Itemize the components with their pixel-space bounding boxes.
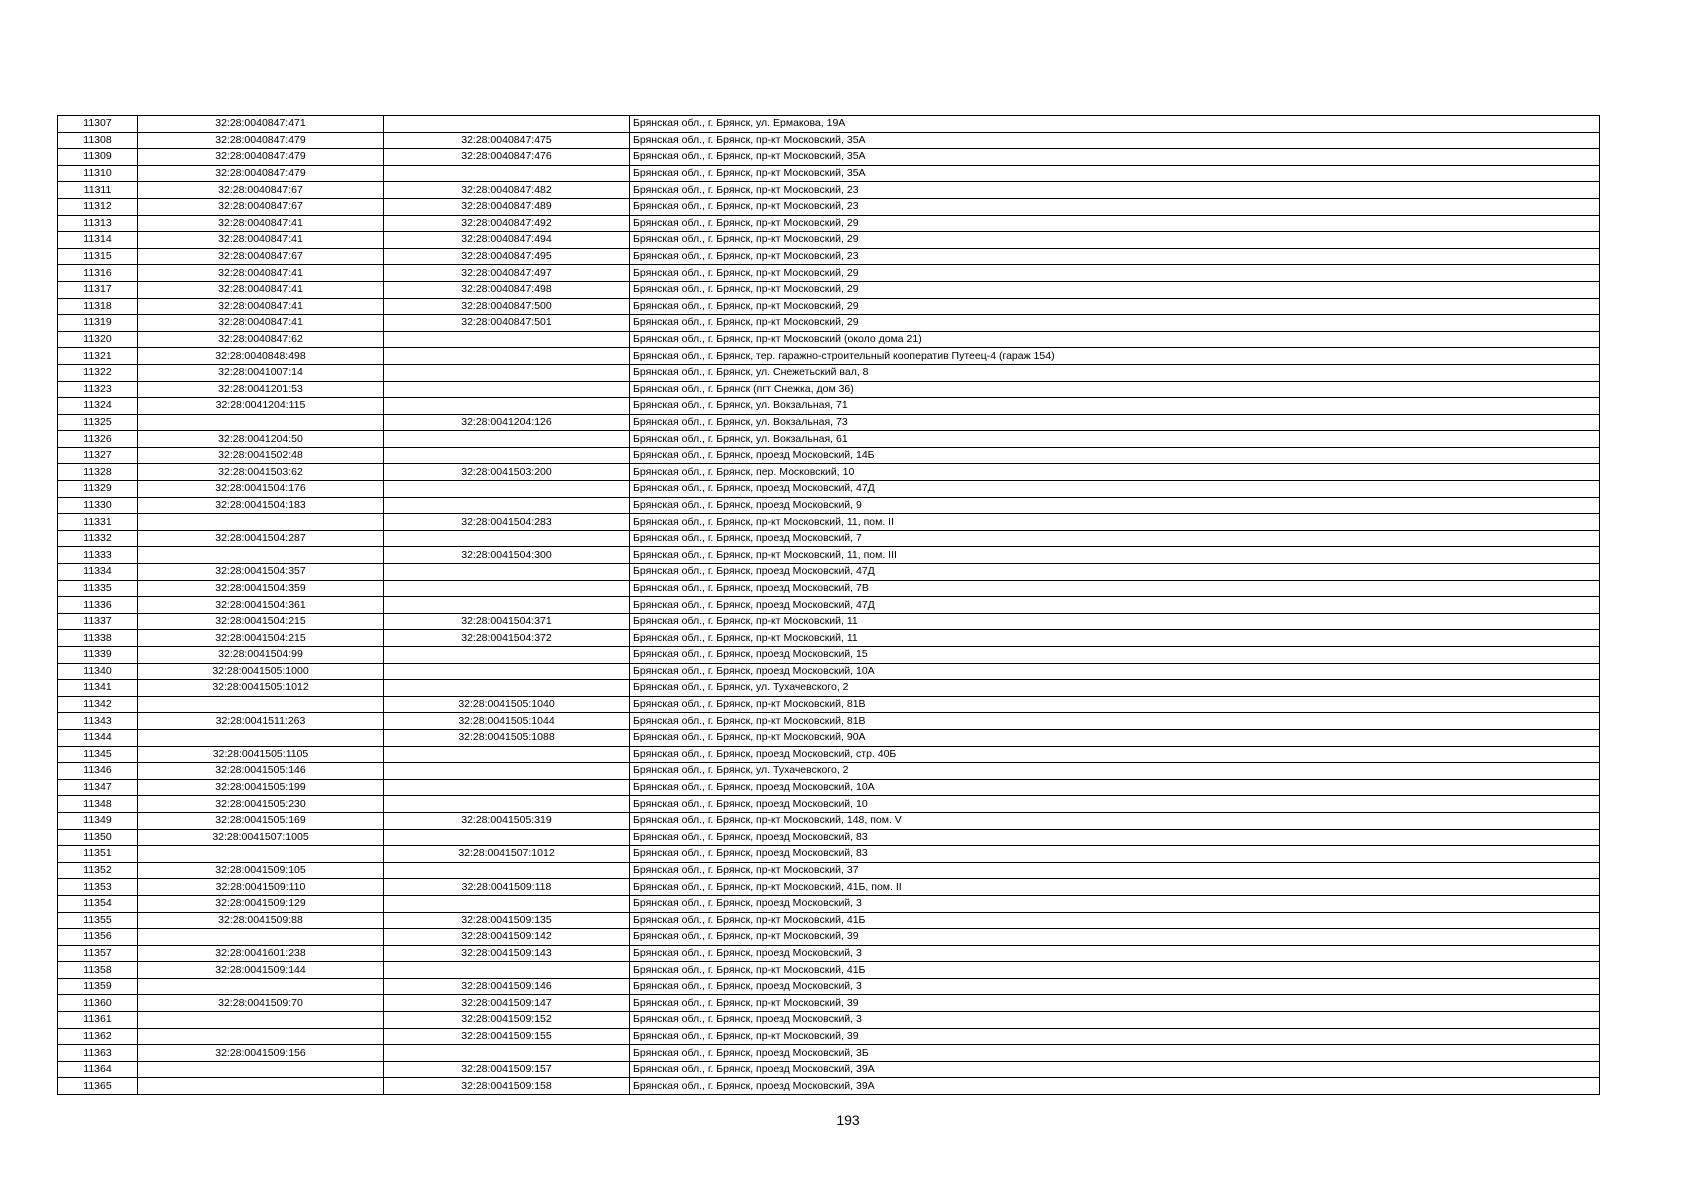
- record-number: 11310: [58, 165, 138, 182]
- related-cadastral-number: [384, 165, 630, 182]
- address: Брянская обл., г. Брянск, пр-кт Московский, 35А: [630, 132, 1600, 149]
- address: Брянская обл., г. Брянск, ул. Вокзальная, 61: [630, 431, 1600, 448]
- related-cadastral-number: [384, 962, 630, 979]
- record-number: 11347: [58, 779, 138, 796]
- address: Брянская обл., г. Брянск, пр-кт Московский, 81В: [630, 713, 1600, 730]
- table-row: [58, 746, 1600, 763]
- record-number: 11333: [58, 547, 138, 564]
- table-row: [58, 547, 1600, 564]
- table-row: [58, 846, 1600, 863]
- record-number: 11341: [58, 680, 138, 697]
- table-row: [58, 779, 1600, 796]
- table-row: [58, 879, 1600, 896]
- address: Брянская обл., г. Брянск, пр-кт Московский, 29: [630, 232, 1600, 249]
- table-row: [58, 182, 1600, 199]
- address: Брянская обл., г. Брянск, пр-кт Московский, 11, пом. II: [630, 514, 1600, 531]
- record-number: 11308: [58, 132, 138, 149]
- cadastral-number: 32:28:0041505:1012: [138, 680, 384, 697]
- address: Брянская обл., г. Брянск, проезд Московский, 14Б: [630, 447, 1600, 464]
- table-row: [58, 630, 1600, 647]
- table-row: [58, 713, 1600, 730]
- record-number: 11338: [58, 630, 138, 647]
- table-row: [58, 215, 1600, 232]
- address: Брянская обл., г. Брянск, пр-кт Московский, 35А: [630, 149, 1600, 166]
- cadastral-number: 32:28:0041504:361: [138, 597, 384, 614]
- related-cadastral-number: 32:28:0041505:1088: [384, 729, 630, 746]
- record-number: 11343: [58, 713, 138, 730]
- address: Брянская обл., г. Брянск, проезд Московский, 3: [630, 1012, 1600, 1029]
- record-number: 11322: [58, 364, 138, 381]
- record-number: 11309: [58, 149, 138, 166]
- related-cadastral-number: 32:28:0040847:482: [384, 182, 630, 199]
- record-number: 11340: [58, 663, 138, 680]
- table-row: [58, 812, 1600, 829]
- related-cadastral-number: [384, 763, 630, 780]
- table-row: [58, 514, 1600, 531]
- cadastral-number: [138, 1061, 384, 1078]
- record-number: 11329: [58, 481, 138, 498]
- record-number: 11346: [58, 763, 138, 780]
- address: Брянская обл., г. Брянск, тер. гаражно-строительный кооператив Путеец-4 (гараж 154): [630, 348, 1600, 365]
- table-row: [58, 232, 1600, 249]
- related-cadastral-number: 32:28:0041509:147: [384, 995, 630, 1012]
- related-cadastral-number: 32:28:0041204:126: [384, 414, 630, 431]
- related-cadastral-number: [384, 796, 630, 813]
- record-number: 11358: [58, 962, 138, 979]
- address: Брянская обл., г. Брянск, ул. Снежетьский вал, 8: [630, 364, 1600, 381]
- record-number: 11336: [58, 597, 138, 614]
- cadastral-number: 32:28:0041505:1105: [138, 746, 384, 763]
- table-row: [58, 1028, 1600, 1045]
- related-cadastral-number: 32:28:0040847:498: [384, 281, 630, 298]
- cadastral-number: 32:28:0040847:479: [138, 132, 384, 149]
- cadastral-number: 32:28:0041502:48: [138, 447, 384, 464]
- address: Брянская обл., г. Брянск, проезд Московский, 3: [630, 978, 1600, 995]
- table-row: [58, 580, 1600, 597]
- related-cadastral-number: 32:28:0041504:283: [384, 514, 630, 531]
- record-number: 11345: [58, 746, 138, 763]
- address: Брянская обл., г. Брянск, проезд Московский, стр. 40Б: [630, 746, 1600, 763]
- related-cadastral-number: 32:28:0041505:319: [384, 812, 630, 829]
- related-cadastral-number: [384, 447, 630, 464]
- address: Брянская обл., г. Брянск, проезд Московский, 39А: [630, 1061, 1600, 1078]
- record-number: 11307: [58, 116, 138, 133]
- related-cadastral-number: 32:28:0040847:494: [384, 232, 630, 249]
- related-cadastral-number: 32:28:0041509:155: [384, 1028, 630, 1045]
- address: Брянская обл., г. Брянск, пр-кт Московский, 29: [630, 265, 1600, 282]
- record-number: 11359: [58, 978, 138, 995]
- cadastral-number: 32:28:0041511:263: [138, 713, 384, 730]
- record-number: 11324: [58, 398, 138, 415]
- cadastral-number: [138, 929, 384, 946]
- cadastral-number: [138, 547, 384, 564]
- related-cadastral-number: 32:28:0040847:489: [384, 198, 630, 215]
- cadastral-number: 32:28:0040847:41: [138, 298, 384, 315]
- record-number: 11319: [58, 315, 138, 332]
- related-cadastral-number: 32:28:0041509:143: [384, 945, 630, 962]
- cadastral-number: [138, 978, 384, 995]
- table-row: [58, 447, 1600, 464]
- cadastral-number: 32:28:0041204:50: [138, 431, 384, 448]
- record-number: 11350: [58, 829, 138, 846]
- address: Брянская обл., г. Брянск, пр-кт Московский, 41Б: [630, 912, 1600, 929]
- table-row: [58, 431, 1600, 448]
- address: Брянская обл., г. Брянск, пр-кт Московский, 39: [630, 929, 1600, 946]
- address: Брянская обл., г. Брянск, ул. Тухачевского, 2: [630, 680, 1600, 697]
- address: Брянская обл., г. Брянск, ул. Вокзальная, 73: [630, 414, 1600, 431]
- record-number: 11354: [58, 895, 138, 912]
- cadastral-number: 32:28:0041007:14: [138, 364, 384, 381]
- table-row: [58, 945, 1600, 962]
- related-cadastral-number: [384, 895, 630, 912]
- address: Брянская обл., г. Брянск, пр-кт Московский, 29: [630, 281, 1600, 298]
- record-number: 11339: [58, 647, 138, 664]
- cadastral-number: [138, 696, 384, 713]
- cadastral-number: 32:28:0041509:156: [138, 1045, 384, 1062]
- address: Брянская обл., г. Брянск, пр-кт Московский, 35А: [630, 165, 1600, 182]
- table-row: [58, 281, 1600, 298]
- record-number: 11364: [58, 1061, 138, 1078]
- related-cadastral-number: [384, 530, 630, 547]
- cadastral-number: 32:28:0041504:99: [138, 647, 384, 664]
- address: Брянская обл., г. Брянск, пр-кт Московский, 81В: [630, 696, 1600, 713]
- address: Брянская обл., г. Брянск, проезд Московский, 15: [630, 647, 1600, 664]
- table-row: [58, 315, 1600, 332]
- record-number: 11349: [58, 812, 138, 829]
- related-cadastral-number: [384, 116, 630, 133]
- related-cadastral-number: 32:28:0040847:501: [384, 315, 630, 332]
- related-cadastral-number: [384, 597, 630, 614]
- address: Брянская обл., г. Брянск, проезд Московский, 47Д: [630, 597, 1600, 614]
- address: Брянская обл., г. Брянск, проезд Московский, 9: [630, 497, 1600, 514]
- address: Брянская обл., г. Брянск, проезд Московский, 7: [630, 530, 1600, 547]
- related-cadastral-number: 32:28:0040847:475: [384, 132, 630, 149]
- cadastral-number: 32:28:0041201:53: [138, 381, 384, 398]
- related-cadastral-number: [384, 564, 630, 581]
- record-number: 11363: [58, 1045, 138, 1062]
- related-cadastral-number: 32:28:0041509:118: [384, 879, 630, 896]
- table-row: [58, 298, 1600, 315]
- table-row: [58, 265, 1600, 282]
- cadastral-number: 32:28:0041504:287: [138, 530, 384, 547]
- related-cadastral-number: [384, 1045, 630, 1062]
- table-row: [58, 116, 1600, 133]
- address: Брянская обл., г. Брянск, пр-кт Московский, 148, пом. V: [630, 812, 1600, 829]
- address: Брянская обл., г. Брянск, проезд Московский, 10: [630, 796, 1600, 813]
- page-number: 193: [836, 1112, 860, 1128]
- cadastral-number: 32:28:0040847:41: [138, 232, 384, 249]
- related-cadastral-number: [384, 481, 630, 498]
- cadastral-number: 32:28:0041503:62: [138, 464, 384, 481]
- table-row: [58, 497, 1600, 514]
- related-cadastral-number: 32:28:0040847:497: [384, 265, 630, 282]
- related-cadastral-number: [384, 580, 630, 597]
- cadastral-number: 32:28:0041504:359: [138, 580, 384, 597]
- record-number: 11362: [58, 1028, 138, 1045]
- address: Брянская обл., г. Брянск, пр-кт Московский, 41Б: [630, 962, 1600, 979]
- table-row: [58, 995, 1600, 1012]
- record-number: 11318: [58, 298, 138, 315]
- related-cadastral-number: 32:28:0041505:1040: [384, 696, 630, 713]
- related-cadastral-number: 32:28:0041504:300: [384, 547, 630, 564]
- address: Брянская обл., г. Брянск, проезд Московский, 7В: [630, 580, 1600, 597]
- related-cadastral-number: 32:28:0041509:146: [384, 978, 630, 995]
- table-row: [58, 132, 1600, 149]
- table-row: [58, 663, 1600, 680]
- record-number: 11332: [58, 530, 138, 547]
- address: Брянская обл., г. Брянск, ул. Вокзальная, 71: [630, 398, 1600, 415]
- address: Брянская обл., г. Брянск, пр-кт Московский, 11, пом. III: [630, 547, 1600, 564]
- cadastral-number: 32:28:0041505:230: [138, 796, 384, 813]
- record-number: 11342: [58, 696, 138, 713]
- record-number: 11348: [58, 796, 138, 813]
- related-cadastral-number: 32:28:0040847:492: [384, 215, 630, 232]
- cadastral-number: 32:28:0040848:498: [138, 348, 384, 365]
- record-number: 11360: [58, 995, 138, 1012]
- address: Брянская обл., г. Брянск, пр-кт Московский, 29: [630, 298, 1600, 315]
- table-row: [58, 149, 1600, 166]
- cadastral-number: 32:28:0041507:1005: [138, 829, 384, 846]
- address: Брянская обл., г. Брянск, проезд Московский, 10А: [630, 779, 1600, 796]
- related-cadastral-number: [384, 431, 630, 448]
- table-row: [58, 647, 1600, 664]
- table-row: [58, 862, 1600, 879]
- table-row: [58, 564, 1600, 581]
- related-cadastral-number: 32:28:0040847:495: [384, 248, 630, 265]
- related-cadastral-number: 32:28:0041504:371: [384, 613, 630, 630]
- record-number: 11315: [58, 248, 138, 265]
- address: Брянская обл., г. Брянск, проезд Московский, 3Б: [630, 1045, 1600, 1062]
- related-cadastral-number: 32:28:0041505:1044: [384, 713, 630, 730]
- property-register-table: [57, 115, 1600, 1095]
- table-row: [58, 165, 1600, 182]
- cadastral-number: 32:28:0040847:41: [138, 215, 384, 232]
- address: Брянская обл., г. Брянск, пр-кт Московский, 41Б, пом. II: [630, 879, 1600, 896]
- address: Брянская обл., г. Брянск, пр-кт Московский, 29: [630, 215, 1600, 232]
- address: Брянская обл., г. Брянск, пер. Московский, 10: [630, 464, 1600, 481]
- table-row: [58, 414, 1600, 431]
- cadastral-number: 32:28:0040847:62: [138, 331, 384, 348]
- table-row: [58, 481, 1600, 498]
- cadastral-number: [138, 729, 384, 746]
- table-row: [58, 962, 1600, 979]
- related-cadastral-number: [384, 381, 630, 398]
- cadastral-number: 32:28:0041505:169: [138, 812, 384, 829]
- table-row: [58, 978, 1600, 995]
- cadastral-number: 32:28:0041509:144: [138, 962, 384, 979]
- cadastral-number: 32:28:0041505:199: [138, 779, 384, 796]
- cadastral-number: 32:28:0040847:67: [138, 198, 384, 215]
- record-number: 11365: [58, 1078, 138, 1095]
- related-cadastral-number: [384, 331, 630, 348]
- table-row: [58, 248, 1600, 265]
- address: Брянская обл., г. Брянск, проезд Московский, 3: [630, 945, 1600, 962]
- related-cadastral-number: 32:28:0041509:152: [384, 1012, 630, 1029]
- table-row: [58, 198, 1600, 215]
- record-number: 11352: [58, 862, 138, 879]
- record-number: 11327: [58, 447, 138, 464]
- address: Брянская обл., г. Брянск, пр-кт Московский, 23: [630, 248, 1600, 265]
- related-cadastral-number: 32:28:0041509:142: [384, 929, 630, 946]
- record-number: 11313: [58, 215, 138, 232]
- address: Брянская обл., г. Брянск, проезд Московский, 83: [630, 829, 1600, 846]
- cadastral-number: 32:28:0041505:146: [138, 763, 384, 780]
- related-cadastral-number: [384, 364, 630, 381]
- address: Брянская обл., г. Брянск (пгт Снежка, дом 36): [630, 381, 1600, 398]
- address: Брянская обл., г. Брянск, пр-кт Московский, 23: [630, 198, 1600, 215]
- cadastral-number: 32:28:0041505:1000: [138, 663, 384, 680]
- cadastral-number: 32:28:0040847:67: [138, 182, 384, 199]
- table-row: [58, 348, 1600, 365]
- record-number: 11344: [58, 729, 138, 746]
- related-cadastral-number: [384, 746, 630, 763]
- related-cadastral-number: 32:28:0040847:476: [384, 149, 630, 166]
- cadastral-number: 32:28:0040847:67: [138, 248, 384, 265]
- cadastral-number: 32:28:0040847:41: [138, 315, 384, 332]
- related-cadastral-number: 32:28:0040847:500: [384, 298, 630, 315]
- address: Брянская обл., г. Брянск, пр-кт Московский, 29: [630, 315, 1600, 332]
- address: Брянская обл., г. Брянск, пр-кт Московский, 23: [630, 182, 1600, 199]
- cadastral-number: 32:28:0040847:41: [138, 281, 384, 298]
- address: Брянская обл., г. Брянск, пр-кт Московский, 90А: [630, 729, 1600, 746]
- record-number: 11330: [58, 497, 138, 514]
- address: Брянская обл., г. Брянск, ул. Ермакова, 19А: [630, 116, 1600, 133]
- cadastral-number: [138, 414, 384, 431]
- address: Брянская обл., г. Брянск, пр-кт Московский, 39: [630, 995, 1600, 1012]
- related-cadastral-number: 32:28:0041509:158: [384, 1078, 630, 1095]
- address: Брянская обл., г. Брянск, пр-кт Московский, 37: [630, 862, 1600, 879]
- table-row: [58, 796, 1600, 813]
- record-number: 11312: [58, 198, 138, 215]
- table-row: [58, 696, 1600, 713]
- related-cadastral-number: [384, 862, 630, 879]
- record-number: 11316: [58, 265, 138, 282]
- table-row: [58, 1045, 1600, 1062]
- cadastral-number: [138, 846, 384, 863]
- record-number: 11321: [58, 348, 138, 365]
- address: Брянская обл., г. Брянск, проезд Московский, 10А: [630, 663, 1600, 680]
- related-cadastral-number: 32:28:0041509:157: [384, 1061, 630, 1078]
- address: Брянская обл., г. Брянск, пр-кт Московский (около дома 21): [630, 331, 1600, 348]
- table-row: [58, 763, 1600, 780]
- related-cadastral-number: 32:28:0041503:200: [384, 464, 630, 481]
- cadastral-number: [138, 514, 384, 531]
- record-number: 11323: [58, 381, 138, 398]
- address: Брянская обл., г. Брянск, проезд Московский, 39А: [630, 1078, 1600, 1095]
- address: Брянская обл., г. Брянск, пр-кт Московский, 39: [630, 1028, 1600, 1045]
- cadastral-number: 32:28:0041504:357: [138, 564, 384, 581]
- cadastral-number: 32:28:0040847:471: [138, 116, 384, 133]
- cadastral-number: 32:28:0040847:41: [138, 265, 384, 282]
- address: Брянская обл., г. Брянск, проезд Московский, 47Д: [630, 481, 1600, 498]
- table-row: [58, 398, 1600, 415]
- cadastral-number: 32:28:0041601:238: [138, 945, 384, 962]
- cadastral-number: 32:28:0041204:115: [138, 398, 384, 415]
- record-number: 11317: [58, 281, 138, 298]
- record-number: 11326: [58, 431, 138, 448]
- record-number: 11353: [58, 879, 138, 896]
- record-number: 11328: [58, 464, 138, 481]
- table-row: [58, 729, 1600, 746]
- record-number: 11351: [58, 846, 138, 863]
- table-row: [58, 597, 1600, 614]
- related-cadastral-number: 32:28:0041507:1012: [384, 846, 630, 863]
- record-number: 11356: [58, 929, 138, 946]
- table-row: [58, 895, 1600, 912]
- address: Брянская обл., г. Брянск, проезд Московский, 47Д: [630, 564, 1600, 581]
- table-row: [58, 364, 1600, 381]
- cadastral-number: 32:28:0041509:129: [138, 895, 384, 912]
- cadastral-number: 32:28:0041509:70: [138, 995, 384, 1012]
- cadastral-number: 32:28:0041504:176: [138, 481, 384, 498]
- record-number: 11320: [58, 331, 138, 348]
- related-cadastral-number: [384, 348, 630, 365]
- related-cadastral-number: 32:28:0041504:372: [384, 630, 630, 647]
- table-row: [58, 1061, 1600, 1078]
- address: Брянская обл., г. Брянск, ул. Тухачевского, 2: [630, 763, 1600, 780]
- related-cadastral-number: [384, 663, 630, 680]
- record-number: 11311: [58, 182, 138, 199]
- table-row: [58, 530, 1600, 547]
- table-row: [58, 929, 1600, 946]
- table-row: [58, 613, 1600, 630]
- related-cadastral-number: 32:28:0041509:135: [384, 912, 630, 929]
- cadastral-number: 32:28:0041509:110: [138, 879, 384, 896]
- table-row: [58, 680, 1600, 697]
- record-number: 11331: [58, 514, 138, 531]
- related-cadastral-number: [384, 647, 630, 664]
- table-row: [58, 1078, 1600, 1095]
- address: Брянская обл., г. Брянск, проезд Московский, 3: [630, 895, 1600, 912]
- table-row: [58, 912, 1600, 929]
- table-row: [58, 829, 1600, 846]
- related-cadastral-number: [384, 680, 630, 697]
- related-cadastral-number: [384, 398, 630, 415]
- cadastral-number: 32:28:0041504:215: [138, 613, 384, 630]
- cadastral-number: [138, 1028, 384, 1045]
- cadastral-number: 32:28:0041509:88: [138, 912, 384, 929]
- cadastral-number: 32:28:0041504:183: [138, 497, 384, 514]
- record-number: 11357: [58, 945, 138, 962]
- record-number: 11361: [58, 1012, 138, 1029]
- cadastral-number: 32:28:0041504:215: [138, 630, 384, 647]
- record-number: 11314: [58, 232, 138, 249]
- record-number: 11337: [58, 613, 138, 630]
- record-number: 11334: [58, 564, 138, 581]
- table-row: [58, 381, 1600, 398]
- table-body: [58, 116, 1600, 1095]
- record-number: 11355: [58, 912, 138, 929]
- address: Брянская обл., г. Брянск, пр-кт Московский, 11: [630, 630, 1600, 647]
- cadastral-number: [138, 1012, 384, 1029]
- address: Брянская обл., г. Брянск, пр-кт Московский, 11: [630, 613, 1600, 630]
- address: Брянская обл., г. Брянск, проезд Московский, 83: [630, 846, 1600, 863]
- related-cadastral-number: [384, 829, 630, 846]
- cadastral-number: 32:28:0041509:105: [138, 862, 384, 879]
- table-row: [58, 331, 1600, 348]
- cadastral-number: [138, 1078, 384, 1095]
- cadastral-number: 32:28:0040847:479: [138, 149, 384, 166]
- related-cadastral-number: [384, 497, 630, 514]
- record-number: 11335: [58, 580, 138, 597]
- table-row: [58, 464, 1600, 481]
- related-cadastral-number: [384, 779, 630, 796]
- table-row: [58, 1012, 1600, 1029]
- cadastral-number: 32:28:0040847:479: [138, 165, 384, 182]
- record-number: 11325: [58, 414, 138, 431]
